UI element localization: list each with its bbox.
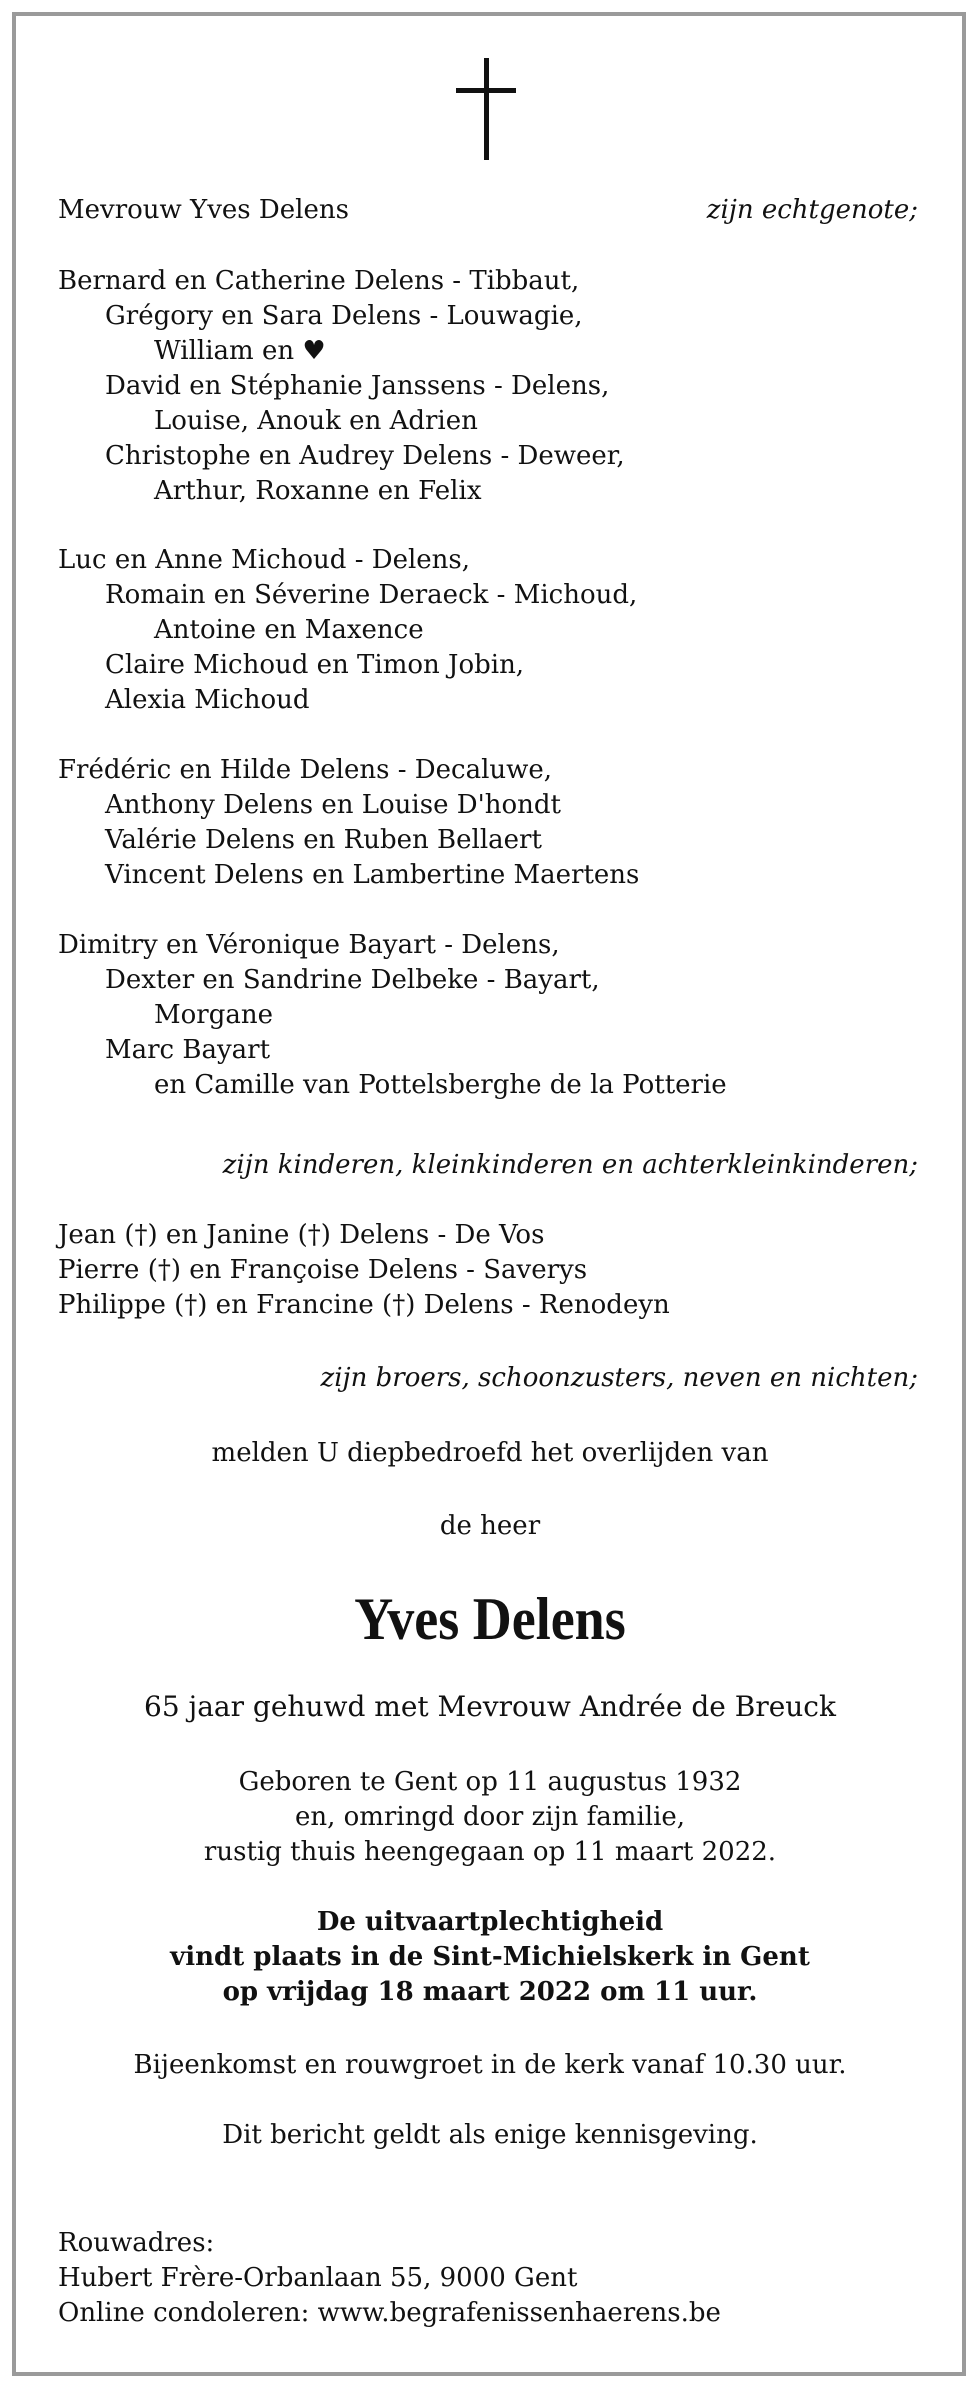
grandchild-line: Marc Bayart xyxy=(105,1035,271,1065)
grandchild-line: Alexia Michoud xyxy=(105,685,310,715)
spouse-role: zijn echtgenote; xyxy=(706,195,918,225)
online-condolences: Online condoleren: www.begrafenissenhaerens.be xyxy=(58,2298,721,2328)
funeral-line: vindt plaats in de Sint-Michielskerk in Gent xyxy=(170,1942,810,1972)
great-grandchild-line: Arthur, Roxanne en Felix xyxy=(154,476,482,506)
marriage-line: 65 jaar gehuwd met Mevrouw Andrée de Breuck xyxy=(144,1690,836,1723)
spouse-name: Mevrouw Yves Delens xyxy=(58,195,349,225)
great-grandchild-line: Antoine en Maxence xyxy=(154,615,424,645)
cross-icon xyxy=(456,58,516,160)
sibling-line: Philippe (†) en Francine (†) Delens - Renodeyn xyxy=(58,1290,670,1320)
grandchild-line: Grégory en Sara Delens - Louwagie, xyxy=(105,301,583,331)
sibling-line: Jean (†) en Janine (†) Delens - De Vos xyxy=(58,1220,545,1250)
address-street: Hubert Frère-Orbanlaan 55, 9000 Gent xyxy=(58,2263,578,2293)
grandchild-line: Claire Michoud en Timon Jobin, xyxy=(105,650,525,680)
gathering-line: Bijeenkomst en rouwgroet in de kerk vanaf 10.30 uur. xyxy=(133,2050,847,2080)
funeral-line: De uitvaartplechtigheid xyxy=(316,1907,664,1937)
page-border xyxy=(12,12,966,2376)
child-line: Dimitry en Véronique Bayart - Delens, xyxy=(58,930,560,960)
life-line: Geboren te Gent op 11 augustus 1932 xyxy=(238,1767,742,1797)
siblings-role: zijn broers, schoonzusters, neven en nichten; xyxy=(320,1363,918,1393)
child-line: Bernard en Catherine Delens - Tibbaut, xyxy=(58,266,580,296)
address-label: Rouwadres: xyxy=(58,2228,215,2258)
notice-line: Dit bericht geldt als enige kennisgeving. xyxy=(222,2120,758,2150)
child-line: Frédéric en Hilde Delens - Decaluwe, xyxy=(58,755,553,785)
deceased-name: Yves Delens xyxy=(354,1586,626,1652)
grandchild-line: Vincent Delens en Lambertine Maertens xyxy=(105,860,640,890)
child-line: Luc en Anne Michoud - Delens, xyxy=(58,545,471,575)
sibling-line: Pierre (†) en Françoise Delens - Saverys xyxy=(58,1255,588,1285)
grandchild-line: David en Stéphanie Janssens - Delens, xyxy=(105,371,610,401)
grandchild-line: Valérie Delens en Ruben Bellaert xyxy=(105,825,542,855)
grandchild-line: Christophe en Audrey Delens - Deweer, xyxy=(105,441,625,471)
funeral-line: op vrijdag 18 maart 2022 om 11 uur. xyxy=(222,1977,758,2007)
grandchild-partner-line: en Camille van Pottelsberghe de la Potterie xyxy=(154,1070,727,1100)
honorific: de heer xyxy=(439,1511,541,1541)
great-grandchild-line: Louise, Anouk en Adrien xyxy=(154,406,478,436)
grandchild-line: Romain en Séverine Deraeck - Michoud, xyxy=(105,580,638,610)
grandchild-line: Dexter en Sandrine Delbeke - Bayart, xyxy=(105,965,600,995)
heart-icon: ♥ xyxy=(302,336,326,366)
children-role: zijn kinderen, kleinkinderen en achterkleinkinderen; xyxy=(222,1150,918,1180)
great-grandchild-line: Morgane xyxy=(154,1000,273,1030)
life-line: rustig thuis heengegaan op 11 maart 2022. xyxy=(203,1837,777,1867)
announcement: melden U diepbedroefd het overlijden van xyxy=(211,1438,769,1468)
grandchild-line: Anthony Delens en Louise D'hondt xyxy=(105,790,561,820)
life-line: en, omringd door zijn familie, xyxy=(294,1802,686,1832)
great-grandchild-line: William en ♥ xyxy=(154,336,326,366)
